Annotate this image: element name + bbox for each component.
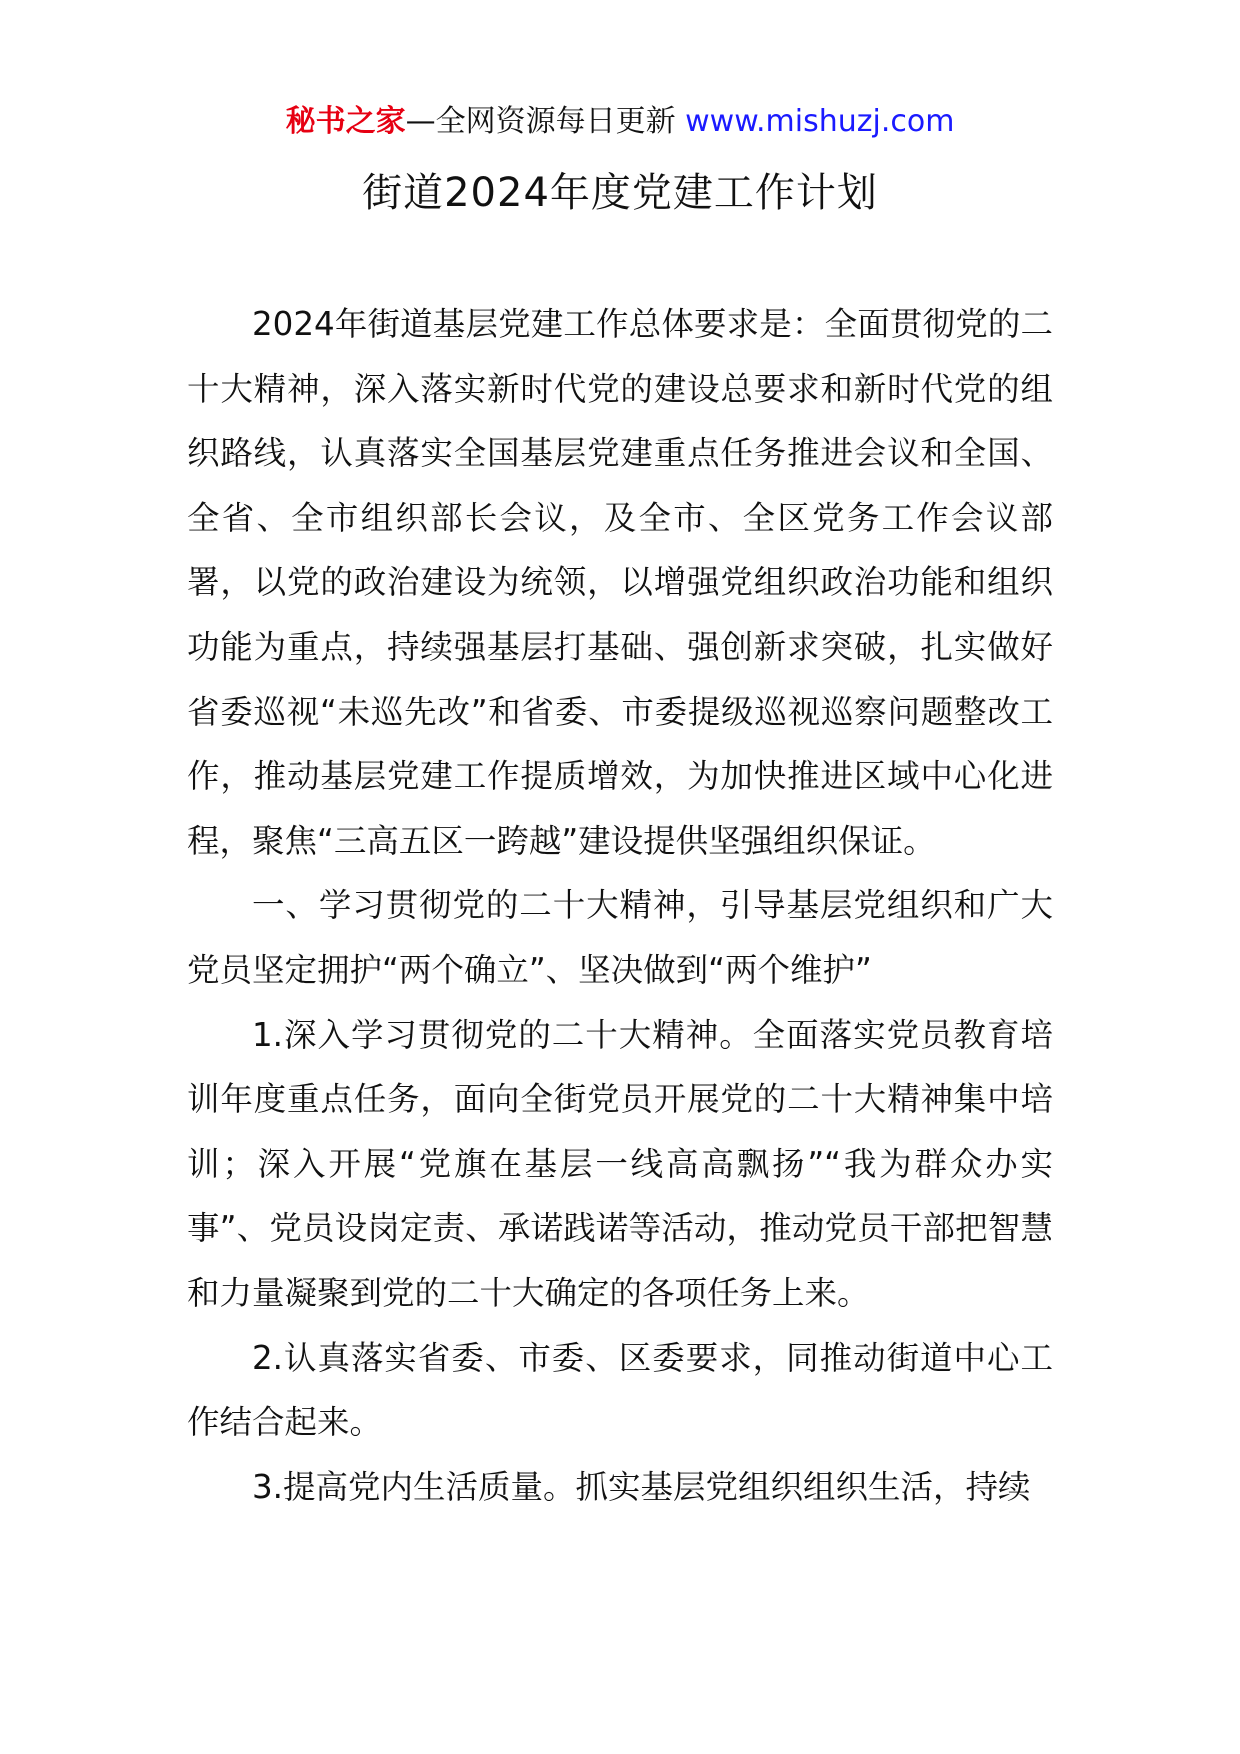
section-heading-1: 一、学习贯彻党的二十大精神，引导基层党组织和广大党员坚定拥护“两个确立”、坚决做到“两个维护” [187, 886, 1053, 989]
item-paragraph-1: 1.深入学习贯彻党的二十大精神。全面落实党员教育培训年度重点任务，面向全街党员开展党的二十大精神集中培训；深入开展“党旗在基层一线高高飘扬”“我为群众办实事”、党员设岗定责、承诺践诺等活动，推动党员干部把智慧和力量凝聚到党的二十大确定的各项任务上来。 [187, 1015, 1053, 1312]
site-brand: 秘书之家 [285, 104, 406, 139]
document-title: 街道2024年度党建工作计划 [362, 170, 878, 216]
item-paragraph-3: 3.提高党内生活质量。抓实基层党组织组织生活，持续 [252, 1467, 1031, 1506]
document-body [187, 292, 1053, 1519]
site-tagline: —全网资源每日更新 [405, 104, 686, 139]
site-header [0, 100, 1240, 144]
site-url-link[interactable]: www.mishuzj.com [685, 104, 955, 139]
intro-paragraph: 2024年街道基层党建工作总体要求是：全面贯彻党的二十大精神，深入落实新时代党的建设总要求和新时代党的组织路线，认真落实全国基层党建重点任务推进会议和全国、全省、全市组织部长会议，及全市、全区党务工作会议部署，以党的政治建设为统领，以增强党组织政治功能和组织功能为重点，持续强基层打基础、强创新求突破，扎实做好省委巡视“未巡先改”和省委、市委提级巡视巡察问题整改工作，推动基层党建工作提质增效，为加快推进区域中心化进程，聚焦“三高五区一跨越”建设提供坚强组织保证。 [187, 305, 1053, 860]
item-paragraph-2: 2.认真落实省委、市委、区委要求，同推动街道中心工作结合起来。 [187, 1338, 1053, 1442]
